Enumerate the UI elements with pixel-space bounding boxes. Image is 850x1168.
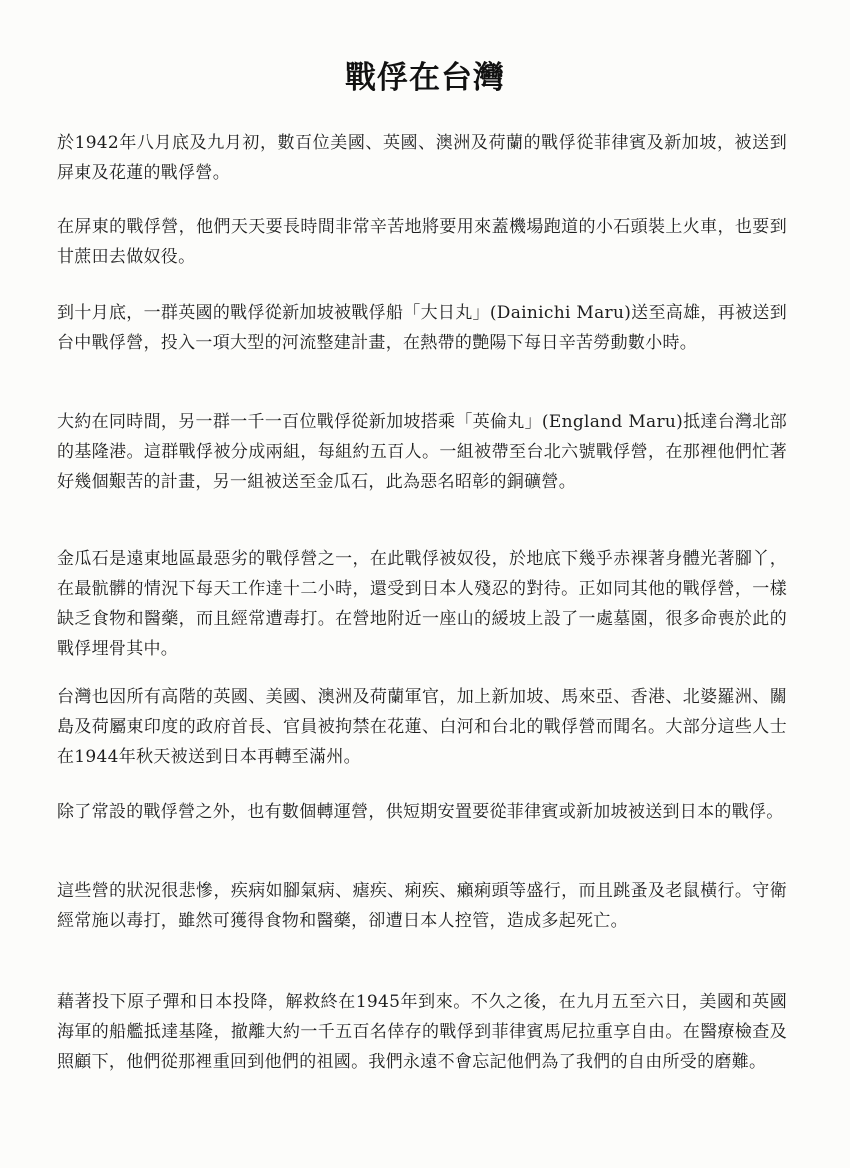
document-title: 戰俘在台灣: [345, 60, 505, 96]
paragraph-5: 金瓜石是遠東地區最惡劣的戰俘營之一，在此戰俘被奴役，於地底下幾乎赤裸著身體光著腳丫，在最骯髒的情況下每天工作達十二小時，還受到日本人殘忍的對待。正如同其他的戰俘營，一樣缺乏食物和醫藥，而且經常遭毒打。在營地附近一座山的緩坡上設了一處墓園，很多命喪於此的戰俘埋骨其中。: [57, 549, 787, 659]
paragraph-6: 台灣也因所有高階的英國、美國、澳洲及荷蘭軍官，加上新加坡、馬來亞、香港、北婆羅洲、關島及荷屬東印度的政府首長、官員被拘禁在花蓮、白河和台北的戰俘營而聞名。大部分這些人士在1944年秋天被送到日本再轉至滿州。: [57, 687, 787, 767]
paragraph-4: 大約在同時間，另一群一千一百位戰俘從新加坡搭乘「英倫丸」(England Maru)抵達台灣北部的基隆港。這群戰俘被分成兩組，每組約五百人。一組被帶至台北六號戰俘營，在那裡他們忙著好幾個艱苦的計畫，另一組被送至金瓜石，此為惡名昭彰的銅礦營。: [57, 412, 787, 492]
paragraph-7: 除了常設的戰俘營之外，也有數個轉運營，供短期安置要從菲律賓或新加坡被送到日本的戰俘。: [57, 802, 784, 822]
paragraph-2: 在屏東的戰俘營，他們天天要長時間非常辛苦地將要用來蓋機場跑道的小石頭裝上火車，也要到甘蔗田去做奴役。: [57, 217, 787, 267]
paragraph-8: 這些營的狀況很悲慘，疾病如腳氣病、瘧疾、痢疾、癩痢頭等盛行，而且跳蚤及老鼠橫行。守衛經常施以毒打，雖然可獲得食物和醫藥，卻遭日本人控管，造成多起死亡。: [57, 881, 787, 931]
paragraph-3: 到十月底，一群英國的戰俘從新加坡被戰俘船「大日丸」(Dainichi Maru)送至高雄，再被送到台中戰俘營，投入一項大型的河流整建計畫，在熱帶的艷陽下每日辛苦勞動數小時。: [57, 303, 787, 353]
paragraph-9: 藉著投下原子彈和日本投降，解救終在1945年到來。不久之後，在九月五至六日，美國和英國海軍的船艦抵達基隆，撤離大約一千五百名倖存的戰俘到菲律賓馬尼拉重享自由。在醫療檢查及照顧下，他們從那裡重回到他們的祖國。我們永遠不會忘記他們為了我們的自由所受的磨難。: [57, 992, 787, 1072]
paragraph-1: 於1942年八月底及九月初，數百位美國、英國、澳洲及荷蘭的戰俘從菲律賓及新加坡，被送到屏東及花蓮的戰俘營。: [57, 133, 787, 183]
